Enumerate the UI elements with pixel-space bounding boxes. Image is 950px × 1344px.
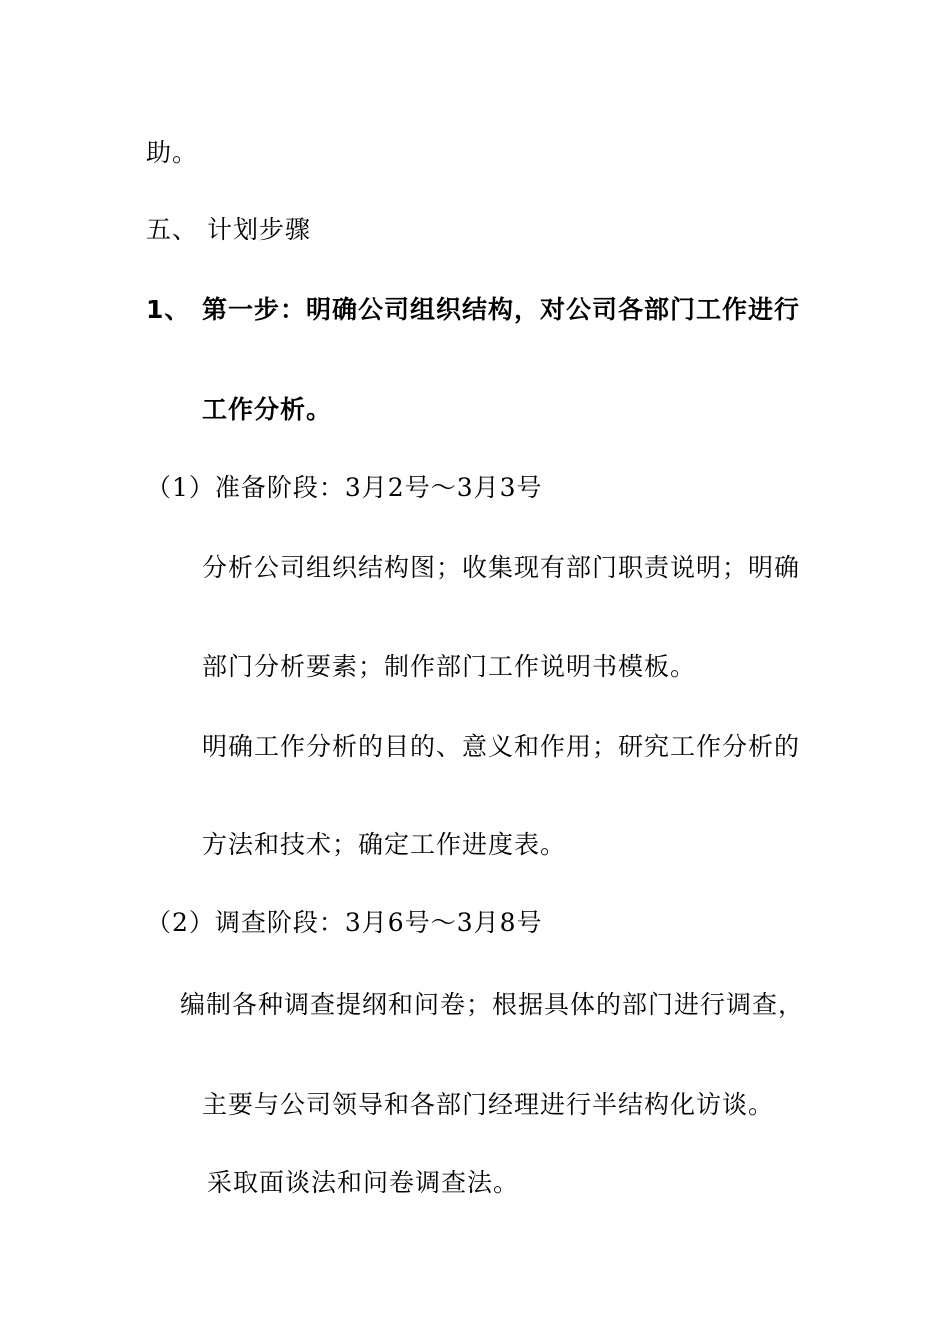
paragraph-line: 采取面谈法和问卷调查法。 [207,1168,520,1197]
paragraph-line: 部门分析要素；制作部门工作说明书模板。 [202,652,697,681]
phase-heading-preparation: （1）准备阶段：3月2号～3月3号 [146,473,543,502]
paragraph-line: 主要与公司领导和各部门经理进行半结构化访谈。 [202,1090,775,1119]
paragraph-line: 编制各种调查提纲和问卷；根据具体的部门进行调查， [180,990,805,1019]
step-title-line-2: 工作分析。 [202,395,333,424]
text-line-continuation: 助。 [146,138,199,167]
paragraph-line: 明确工作分析的目的、意义和作用；研究工作分析的 [202,732,801,761]
paragraph-line: 分析公司组织结构图；收集现有部门职责说明；明确 [202,553,801,582]
paragraph-line: 方法和技术；确定工作进度表。 [202,830,567,859]
step-title-line-1: 第一步：明确公司组织结构，对公司各部门工作进行 [202,295,801,324]
phase-heading-investigation: （2）调查阶段：3月6号～3月8号 [146,908,543,937]
section-heading-plan-steps: 五、 计划步骤 [146,215,311,244]
step-number: 1、 [146,295,191,324]
